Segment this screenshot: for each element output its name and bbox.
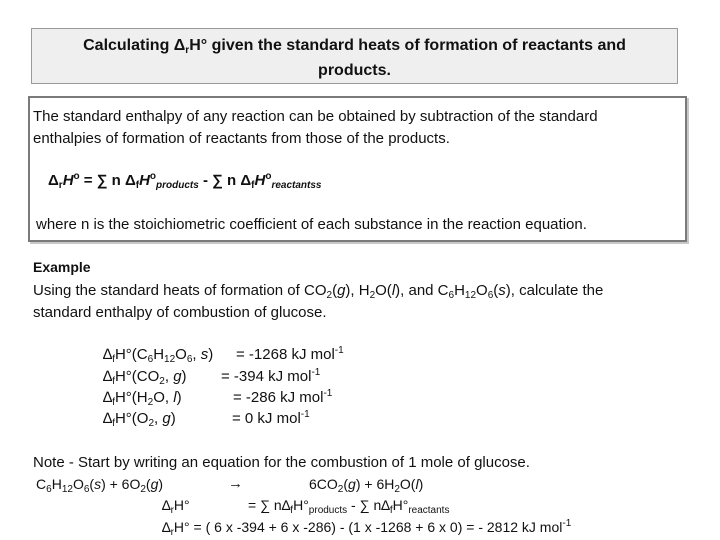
formula-h: H° bbox=[173, 497, 190, 513]
heat-value bbox=[233, 389, 332, 406]
rxn-part: 6CO bbox=[309, 476, 338, 492]
rxn-part: ( bbox=[145, 476, 151, 492]
rxn-state: l bbox=[415, 476, 419, 492]
eq-h: H bbox=[62, 172, 74, 189]
result-text: H° = ( 6 x -394 + 6 x -286) - (1 x -1268 + 6 x 0) = - 2812 kJ mol bbox=[173, 519, 563, 535]
rxn-state: s bbox=[94, 476, 102, 492]
formula-rhs bbox=[248, 497, 450, 516]
heat-formula: ) bbox=[170, 410, 176, 427]
intro-text-5: ), and C bbox=[395, 282, 449, 299]
heat-f-sub: f bbox=[112, 397, 115, 408]
rxn-part: H bbox=[51, 476, 62, 492]
formula-minus-sum: - ∑ n∆ bbox=[347, 497, 390, 513]
rxn-state: g bbox=[348, 476, 356, 492]
intro-text-8: ( bbox=[493, 282, 499, 299]
intro-sub-2: 2 bbox=[369, 290, 376, 301]
intro-sub-5: 6 bbox=[487, 290, 494, 301]
rxn-state: g bbox=[150, 476, 159, 492]
intro-state-1: g bbox=[337, 282, 346, 299]
eq-delta: Δ bbox=[48, 172, 59, 189]
heat-formula: O bbox=[175, 346, 187, 363]
heat-value-text: = -1268 kJ mol bbox=[236, 346, 335, 363]
rxn-sub: 2 bbox=[394, 484, 400, 495]
result-exponent: -1 bbox=[562, 518, 572, 529]
heat-delta: ∆ bbox=[103, 389, 113, 406]
title-prefix: Calculating Δ bbox=[83, 37, 186, 54]
enthalpy-equation bbox=[48, 172, 321, 189]
heat-row bbox=[103, 410, 176, 427]
rxn-part: ) bbox=[158, 476, 164, 492]
intro-sub-1: 2 bbox=[326, 290, 333, 301]
heat-value bbox=[232, 410, 310, 427]
rxn-sub: 6 bbox=[46, 484, 52, 495]
rxn-part: ( bbox=[89, 476, 95, 492]
heat-value bbox=[221, 368, 320, 385]
intro-sub-3: 6 bbox=[448, 290, 455, 301]
example-heading: Example bbox=[33, 259, 91, 275]
formula-reactants-sub: reactants bbox=[408, 505, 450, 516]
intro-text-7: O bbox=[476, 282, 488, 299]
formula-products-sub: products bbox=[308, 505, 348, 516]
intro-text-6: H bbox=[454, 282, 465, 299]
intro-sub-4: 12 bbox=[464, 290, 477, 301]
rxn-sub: 12 bbox=[61, 484, 73, 495]
intro-text-3: ), H bbox=[345, 282, 370, 299]
heat-formula: O, bbox=[153, 389, 174, 406]
rxn-part: C bbox=[36, 476, 47, 492]
heat-f-sub: f bbox=[112, 418, 115, 429]
heat-sub: 6 bbox=[186, 354, 193, 365]
heat-formula: H°(C bbox=[114, 346, 148, 363]
heat-delta: ∆ bbox=[103, 368, 113, 385]
heat-sub: 12 bbox=[164, 354, 176, 365]
heat-sub: 6 bbox=[147, 354, 154, 365]
heat-formula: ) bbox=[208, 346, 214, 363]
title-box bbox=[31, 28, 678, 84]
eq-minus: - bbox=[198, 172, 213, 189]
formula-f-sub: f bbox=[290, 505, 294, 516]
rxn-part: ) + 6O bbox=[101, 476, 141, 492]
formula-h: H° bbox=[392, 497, 409, 513]
heat-sub: 2 bbox=[159, 376, 165, 387]
eq-reactants-sub: reactantss bbox=[271, 180, 322, 191]
heat-formula: , bbox=[154, 410, 163, 427]
heat-sub: 2 bbox=[147, 397, 154, 408]
eq-f-sub-2: f bbox=[251, 180, 255, 191]
rxn-sub: 2 bbox=[337, 484, 344, 495]
heat-f-sub: f bbox=[112, 354, 115, 365]
heat-formula: ) bbox=[176, 389, 182, 406]
result-line bbox=[162, 518, 572, 538]
reaction-arrow: → bbox=[228, 475, 243, 492]
heat-state: g bbox=[173, 368, 182, 385]
intro-state-3: s bbox=[498, 282, 506, 299]
heat-delta: ∆ bbox=[103, 346, 113, 363]
heat-formula: ) bbox=[181, 368, 187, 385]
note-line: Note - Start by writing an equation for the combustion of 1 mole of glucose. bbox=[33, 454, 530, 471]
heat-row bbox=[103, 346, 213, 363]
heat-formula: H°(O bbox=[114, 410, 149, 427]
reaction-products bbox=[309, 476, 424, 495]
eq-deg-1: o bbox=[149, 171, 157, 182]
eq-products-sub: products bbox=[156, 180, 199, 191]
heat-formula: H°(H bbox=[114, 389, 148, 406]
heat-formula: H bbox=[153, 346, 165, 363]
definition-where: where n is the stoichiometric coefficient of each substance in the reaction equation. bbox=[36, 216, 587, 233]
heat-state: g bbox=[162, 410, 171, 427]
eq-sum-1: ∑ n Δ bbox=[96, 172, 136, 189]
formula-sum: = ∑ n∆ bbox=[248, 497, 291, 513]
heat-value-text: = -286 kJ mol bbox=[233, 389, 324, 406]
result-r-sub: r bbox=[170, 527, 174, 538]
eq-deg: o bbox=[73, 171, 80, 182]
eq-h-2: H bbox=[254, 172, 266, 189]
intro-text-2: ( bbox=[332, 282, 338, 299]
formula-lhs bbox=[162, 497, 190, 516]
eq-equals: = bbox=[79, 172, 97, 189]
heat-sub: 2 bbox=[148, 418, 155, 429]
heat-state: s bbox=[200, 346, 209, 363]
intro-text-4: O( bbox=[375, 282, 392, 299]
formula-f-sub: f bbox=[389, 505, 393, 516]
eq-f-sub-1: f bbox=[135, 180, 140, 191]
rxn-part: O( bbox=[399, 476, 416, 492]
definition-line-1: The standard enthalpy of any reaction can be obtained by subtraction of the standard bbox=[33, 108, 598, 125]
title-line-1 bbox=[32, 33, 677, 58]
heat-row bbox=[103, 368, 187, 385]
title-rest: H° given the standard heats of formation of reactants and bbox=[189, 37, 626, 54]
rxn-part: O bbox=[72, 476, 84, 492]
example-intro-line-2: standard enthalpy of combustion of glucose. bbox=[33, 304, 327, 321]
heat-exponent: -1 bbox=[311, 367, 321, 378]
formula-r-sub: r bbox=[170, 505, 174, 516]
result-delta: ∆ bbox=[162, 519, 171, 535]
eq-sum-2: ∑ n Δ bbox=[212, 172, 252, 189]
title-sub: r bbox=[185, 45, 190, 56]
heat-value-text: = 0 kJ mol bbox=[232, 410, 301, 427]
example-intro-line-1 bbox=[33, 280, 603, 302]
heat-formula: , bbox=[164, 368, 174, 385]
rxn-part: ) bbox=[418, 476, 424, 492]
heat-f-sub: f bbox=[112, 376, 115, 387]
eq-h-1: H bbox=[139, 172, 150, 189]
title-line-2: products. bbox=[318, 62, 391, 79]
rxn-sub: 6 bbox=[83, 484, 90, 495]
rxn-part: ( bbox=[343, 476, 349, 492]
eq-r-sub: r bbox=[58, 180, 63, 191]
eq-deg-2: o bbox=[265, 171, 272, 182]
rxn-part: ) + 6H bbox=[355, 476, 395, 492]
heat-formula: , bbox=[192, 346, 201, 363]
heat-formula: H°(CO bbox=[114, 368, 160, 385]
rxn-sub: 2 bbox=[140, 484, 146, 495]
formula-h: H° bbox=[293, 497, 309, 513]
intro-state-2: l bbox=[391, 282, 396, 299]
reaction-equation bbox=[36, 476, 164, 495]
heat-value bbox=[236, 346, 344, 363]
definition-line-2: enthalpies of formation of reactants from those of the products. bbox=[33, 130, 450, 147]
formula-delta: ∆ bbox=[162, 497, 171, 513]
heat-exponent: -1 bbox=[334, 345, 344, 356]
intro-text-1: Using the standard heats of formation of CO bbox=[33, 282, 327, 299]
heat-exponent: -1 bbox=[323, 388, 333, 399]
heat-value-text: = -394 kJ mol bbox=[221, 368, 312, 385]
heat-exponent: -1 bbox=[300, 409, 310, 420]
heat-delta: ∆ bbox=[103, 410, 113, 427]
heat-state: l bbox=[173, 389, 177, 406]
intro-text-9: ), calculate the bbox=[505, 282, 604, 299]
heat-row bbox=[103, 389, 182, 406]
